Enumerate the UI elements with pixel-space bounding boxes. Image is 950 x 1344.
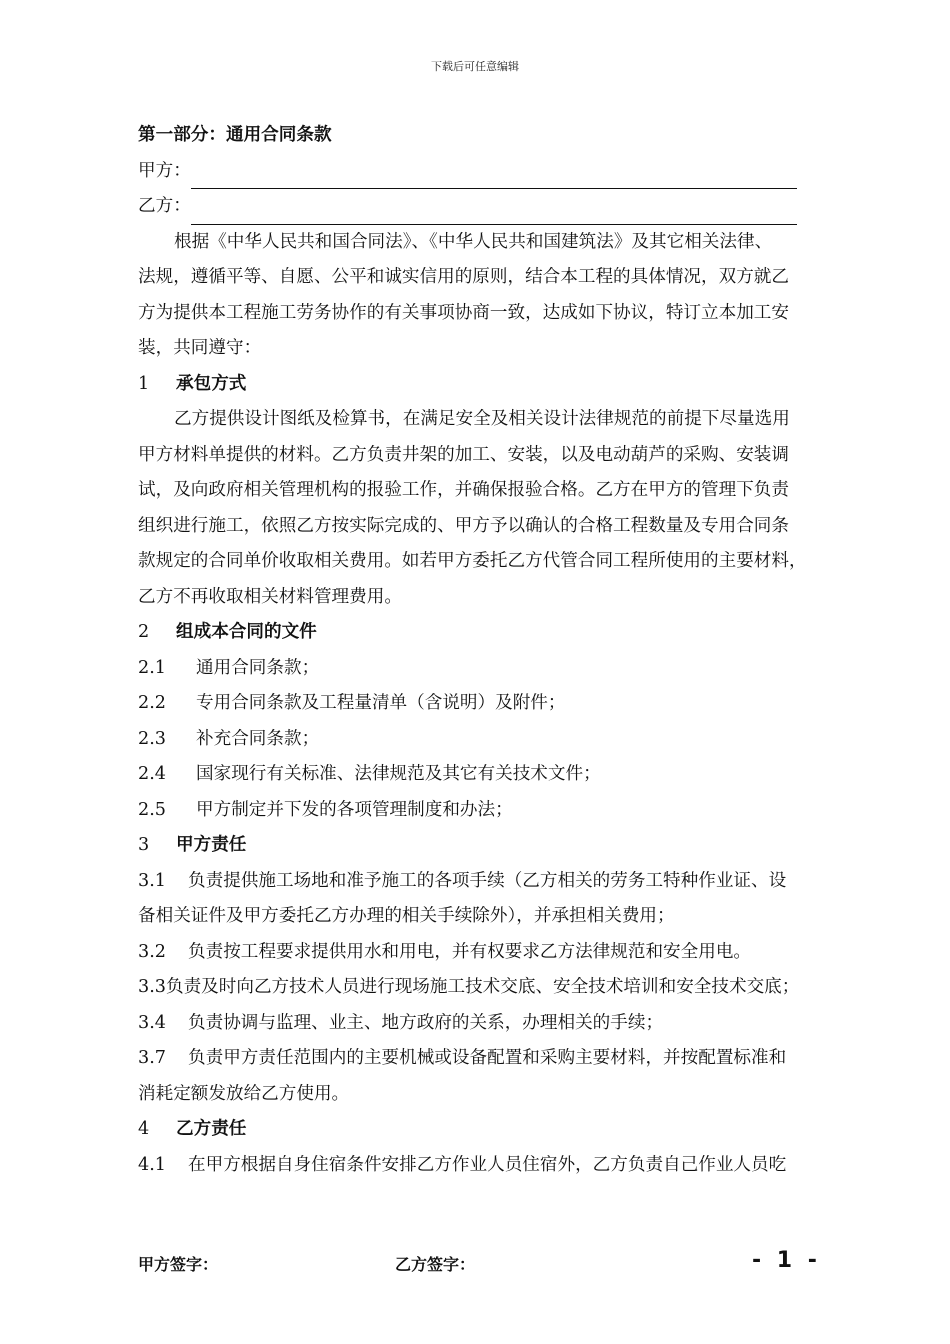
item-number: 2.3 <box>138 728 166 749</box>
section-2-item <box>138 757 860 793</box>
section-2-item <box>138 686 860 722</box>
party-a-signature-label: 甲方签字： <box>138 1255 219 1274</box>
item-text: 负责提供施工场地和准予施工的各项手续（乙方相关的劳务工特种作业证、设 <box>188 870 787 891</box>
item-number: 3.3 <box>138 977 166 997</box>
section-3-item <box>138 864 860 900</box>
party-a-row <box>138 154 860 190</box>
item-number: 2.4 <box>138 764 166 784</box>
section-4-item <box>138 1148 860 1184</box>
item-text: 负责及时向乙方技术人员进行现场施工技术交底、安全技术培训和安全技术交底； <box>165 977 800 997</box>
page-title: 第一部分：通用合同条款 <box>138 125 332 145</box>
section-3-item-continuation: 消耗定额发放给乙方使用。 <box>138 1083 350 1104</box>
party-b-row <box>138 189 860 225</box>
party-b-label: 乙方： <box>138 196 191 216</box>
preamble-line: 方为提供本工程施工劳务协作的有关事项协商一致，达成如下协议，特订立本加工安 <box>138 302 789 323</box>
item-text: 在甲方根据自身住宿条件安排乙方作业人员住宿外，乙方负责自己作业人员吃 <box>188 1154 787 1175</box>
page-number: - 1 - <box>752 1248 821 1273</box>
party-a-label: 甲方： <box>138 160 191 181</box>
section-2-number: 2 <box>138 622 150 642</box>
item-number: 2.5 <box>138 799 166 820</box>
section-1-line: 乙方提供设计图纸及检算书，在满足安全及相关设计法律规范的前提下尽量选用 <box>174 409 790 429</box>
item-text: 补充合同条款； <box>196 728 320 749</box>
section-3-item <box>138 1006 860 1042</box>
section-3-number: 3 <box>138 835 150 855</box>
section-1-line: 款规定的合同单价收取相关费用。如若甲方委托乙方代管合同工程所使用的主要材料， <box>138 551 807 571</box>
item-number: 3.4 <box>138 1012 166 1033</box>
preamble-line: 根据《中华人民共和国合同法》、《中华人民共和国建筑法》及其它相关法律、 <box>174 231 773 252</box>
section-2-item <box>138 651 860 687</box>
section-4-number: 4 <box>138 1119 150 1139</box>
item-number: 2.2 <box>138 693 166 713</box>
section-1-heading <box>138 367 860 403</box>
header-note: 下载后可任意编辑 <box>431 60 519 73</box>
section-2-title: 组成本合同的文件 <box>176 622 317 642</box>
party-b-signature-label: 乙方签字： <box>395 1255 476 1274</box>
item-number: 4.1 <box>138 1154 166 1175</box>
document-body <box>138 118 860 1183</box>
section-3-item <box>138 970 860 1006</box>
section-3-heading <box>138 828 860 864</box>
item-text: 负责甲方责任范围内的主要机械或设备配置和采购主要材料，并按配置标准和 <box>188 1048 787 1068</box>
section-1-line: 组织进行施工，依照乙方按实际完成的、甲方予以确认的合格工程数量及专用合同条 <box>138 515 789 536</box>
item-number: 2.1 <box>138 657 166 678</box>
item-text: 甲方制定并下发的各项管理制度和办法； <box>196 799 513 820</box>
section-3-item-continuation: 备相关证件及甲方委托乙方办理的相关手续除外），并承担相关费用； <box>138 906 675 926</box>
section-2-heading <box>138 615 860 651</box>
section-1-line: 试，及向政府相关管理机构的报验工作，并确保报验合格。乙方在甲方的管理下负责 <box>138 480 789 500</box>
item-text: 通用合同条款； <box>196 657 320 678</box>
item-number: 3.1 <box>138 870 166 891</box>
section-4-heading <box>138 1112 860 1148</box>
item-text: 国家现行有关标准、法律规范及其它有关技术文件； <box>196 764 601 784</box>
preamble-line: 法规，遵循平等、自愿、公平和诚实信用的原则，结合本工程的具体情况，双方就乙 <box>138 267 789 287</box>
section-1-number: 1 <box>138 373 150 394</box>
section-1-title: 承包方式 <box>176 373 247 394</box>
item-number: 3.2 <box>138 941 166 962</box>
section-1-line: 乙方不再收取相关材料管理费用。 <box>138 586 402 607</box>
section-1-line: 甲方材料单提供的材料。乙方负责井架的加工、安装，以及电动葫芦的采购、安装调 <box>138 444 789 465</box>
section-4-title: 乙方责任 <box>176 1119 247 1139</box>
item-text: 负责协调与监理、业主、地方政府的关系，办理相关的手续； <box>188 1012 664 1033</box>
item-text: 负责按工程要求提供用水和用电，并有权要求乙方法律规范和安全用电。 <box>188 941 752 962</box>
page-footer <box>0 1248 950 1282</box>
section-2-item <box>138 722 860 758</box>
party-b-blank-line <box>191 198 797 225</box>
section-3-item <box>138 1041 860 1077</box>
item-text: 专用合同条款及工程量清单（含说明）及附件； <box>196 693 566 713</box>
section-2-item <box>138 793 860 829</box>
item-number: 3.7 <box>138 1048 166 1068</box>
section-3-item <box>138 935 860 971</box>
party-a-blank-line <box>191 162 797 189</box>
section-3-title: 甲方责任 <box>176 835 247 855</box>
preamble-line: 装，共同遵守： <box>138 338 262 358</box>
